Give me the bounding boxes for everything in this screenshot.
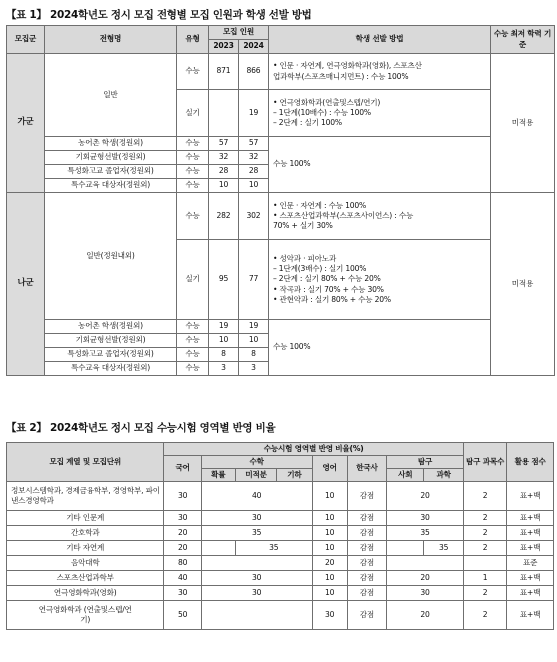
score-cell: 표+백 (507, 571, 554, 586)
math-prob-cell (201, 541, 235, 556)
quota-2023: 10 (209, 179, 239, 193)
quota-2024: 866 (239, 54, 269, 90)
method-line: • 작곡과 : 실기 70% + 수능 30% (273, 284, 384, 294)
count-cell: 1 (463, 571, 507, 586)
method-line: – 1단계(10배수) : 수능 100% (273, 107, 371, 117)
header-group: 모집군 (7, 26, 45, 54)
score-cell: 표+백 (507, 541, 554, 556)
inquiry-cell: 30 (387, 511, 464, 526)
korean-cell: 20 (164, 526, 201, 541)
type-general: 일반(정원내외) (45, 193, 177, 320)
header-2024: 2024 (239, 40, 269, 54)
science-cell: 35 (424, 541, 463, 556)
math-cell: 40 (201, 482, 312, 511)
history-cell: 감점 (347, 556, 386, 571)
kind-cell: 수능 (177, 334, 209, 348)
type-name: 기회균형선발(정원외) (45, 334, 177, 348)
quota-2023: 28 (209, 165, 239, 179)
kind-cell: 수능 (177, 54, 209, 90)
english-cell: 10 (312, 482, 347, 511)
unit-cell: 스포츠산업과학부 (7, 571, 164, 586)
kind-cell: 실기 (177, 240, 209, 320)
korean-cell: 50 (164, 601, 201, 630)
score-cell: 표+백 (507, 511, 554, 526)
inquiry-cell: 20 (387, 482, 464, 511)
method-cell (269, 90, 491, 137)
quota-2024: 3 (239, 362, 269, 376)
type-name: 농어촌 학생(정원외) (45, 320, 177, 334)
type-name: 농어촌 학생(정원외) (45, 137, 177, 151)
inquiry-cell: 20 (387, 571, 464, 586)
unit-cell: 기타 인문계 (7, 511, 164, 526)
inquiry-cell (387, 556, 464, 571)
history-cell: 감점 (347, 511, 386, 526)
count-cell: 2 (463, 511, 507, 526)
header-score: 활용 점수 (507, 443, 554, 482)
korean-cell: 20 (164, 541, 201, 556)
history-cell: 감점 (347, 601, 386, 630)
history-cell: 감점 (347, 586, 386, 601)
method-line: 업과학부(스포츠매니지먼트) : 수능 100% (273, 71, 409, 81)
count-cell: 2 (463, 482, 507, 511)
table-row (7, 511, 554, 526)
header-social: 사회 (387, 469, 424, 482)
quota-2024: 77 (239, 240, 269, 320)
quota-2024: 10 (239, 179, 269, 193)
count-cell: 2 (463, 586, 507, 601)
quota-2023 (209, 90, 239, 137)
inquiry-cell: 30 (387, 586, 464, 601)
method-cell: 수능 100% (269, 320, 491, 376)
english-cell: 10 (312, 571, 347, 586)
method-line: • 성악과 · 피아노과 (273, 253, 337, 263)
unit-cell: 기타 자연계 (7, 541, 164, 556)
unit-cell: 정보시스템학과, 경제금융학부, 경영학부, 파이낸스경영학과 (7, 482, 164, 511)
math-cell: 35 (201, 526, 312, 541)
table2-title: 【표 2】 2024학년도 정시 모집 수능시험 영역별 반영 비율 (6, 422, 276, 434)
csat-min-na: 미적용 (491, 193, 555, 376)
math-cell: 30 (201, 511, 312, 526)
kind-cell: 수능 (177, 362, 209, 376)
english-cell: 10 (312, 541, 347, 556)
history-cell: 감점 (347, 526, 386, 541)
table-row (7, 586, 554, 601)
table-row (7, 571, 554, 586)
math-cell (201, 556, 312, 571)
english-cell: 10 (312, 526, 347, 541)
math-cell: 30 (201, 571, 312, 586)
quota-2024: 19 (239, 320, 269, 334)
admission-quota-table (6, 25, 555, 376)
kind-cell: 수능 (177, 193, 209, 240)
quota-2024: 28 (239, 165, 269, 179)
score-cell: 표+백 (507, 586, 554, 601)
table-row (7, 601, 554, 630)
header-csat-min: 수능 최저 학력 기준 (491, 26, 555, 54)
quota-2023: 3 (209, 362, 239, 376)
quota-2023: 871 (209, 54, 239, 90)
math-cell (201, 601, 312, 630)
count-cell: 2 (463, 541, 507, 556)
score-cell: 표+백 (507, 526, 554, 541)
method-line: – 2단계 : 실기 100% (273, 118, 342, 128)
unit-cell: 음악대학 (7, 556, 164, 571)
history-cell: 감점 (347, 482, 386, 511)
header-kind: 유형 (177, 26, 209, 54)
table-row (7, 526, 554, 541)
type-general: 일반 (45, 54, 177, 137)
kind-cell: 수능 (177, 320, 209, 334)
history-cell: 감점 (347, 571, 386, 586)
header-method: 학생 선발 방법 (269, 26, 491, 54)
type-name: 특성화고교 졸업자(정원외) (45, 348, 177, 362)
type-name: 특성화고교 졸업자(정원외) (45, 165, 177, 179)
csat-ratio-table (6, 442, 554, 630)
quota-2023: 32 (209, 151, 239, 165)
header-geometry: 기하 (277, 469, 312, 482)
group-na: 나군 (7, 193, 45, 376)
type-name: 기회균형선발(정원외) (45, 151, 177, 165)
method-line: • 관현악과 : 실기 80% + 수능 20% (273, 294, 391, 304)
english-cell: 10 (312, 586, 347, 601)
korean-cell: 30 (164, 586, 201, 601)
header-math: 수학 (201, 456, 312, 469)
math-cell: 35 (235, 541, 312, 556)
korean-cell: 40 (164, 571, 201, 586)
english-cell: 20 (312, 556, 347, 571)
quota-2024: 302 (239, 193, 269, 240)
kind-cell: 수능 (177, 348, 209, 362)
count-cell: 2 (463, 601, 507, 630)
method-line: 70% + 실기 30% (273, 221, 333, 231)
math-cell: 30 (201, 586, 312, 601)
kind-cell: 수능 (177, 151, 209, 165)
score-cell: 표준 (507, 556, 554, 571)
header-science: 과학 (424, 469, 463, 482)
header-history: 한국사 (347, 456, 386, 482)
method-line: – 2단계 : 실기 80% + 수능 20% (273, 274, 381, 284)
quota-2024: 32 (239, 151, 269, 165)
method-cell (269, 193, 491, 240)
method-line: • 인문 · 자연계, 연극영화학과(영화), 스포츠산 (273, 61, 422, 71)
header-ratio: 수능시험 영역별 반영 비율(%) (164, 443, 463, 456)
kind-cell: 수능 (177, 165, 209, 179)
history-cell: 감점 (347, 541, 386, 556)
korean-cell: 30 (164, 482, 201, 511)
korean-cell: 30 (164, 511, 201, 526)
csat-min-ga: 미적용 (491, 54, 555, 193)
quota-2024: 10 (239, 334, 269, 348)
quota-2023: 19 (209, 320, 239, 334)
english-cell: 10 (312, 511, 347, 526)
header-type-name: 전형명 (45, 26, 177, 54)
quota-2023: 95 (209, 240, 239, 320)
table-row (7, 556, 554, 571)
method-cell (269, 54, 491, 90)
english-cell: 30 (312, 601, 347, 630)
count-cell: 2 (463, 526, 507, 541)
inquiry-cell: 35 (387, 526, 464, 541)
score-cell: 표+백 (507, 482, 554, 511)
method-line: • 연극영화학과(연출및스텝/연기) (273, 97, 381, 107)
quota-2023: 57 (209, 137, 239, 151)
method-cell (269, 240, 491, 320)
inquiry-cell: 20 (387, 601, 464, 630)
header-2023: 2023 (209, 40, 239, 54)
table-row (7, 541, 554, 556)
header-korean: 국어 (164, 456, 201, 482)
header-quota: 모집 인원 (209, 26, 269, 40)
type-name: 특수교육 대상자(정원외) (45, 179, 177, 193)
header-calculus: 미적분 (235, 469, 276, 482)
score-cell: 표+백 (507, 601, 554, 630)
quota-2024: 57 (239, 137, 269, 151)
method-cell: 수능 100% (269, 137, 491, 193)
group-ga: 가군 (7, 54, 45, 193)
quota-2024: 19 (239, 90, 269, 137)
quota-2023: 10 (209, 334, 239, 348)
kind-cell: 수능 (177, 179, 209, 193)
quota-2024: 8 (239, 348, 269, 362)
header-unit: 모집 계열 및 모집단위 (7, 443, 164, 482)
header-inquiry: 탐구 (387, 456, 464, 469)
unit-cell: 연극영화학과(영화) (7, 586, 164, 601)
header-probability: 확률 (201, 469, 235, 482)
table1-title: 【표 1】 2024학년도 정시 모집 전형별 모집 인원과 학생 선발 방법 (6, 9, 312, 21)
korean-cell: 80 (164, 556, 201, 571)
unit-cell: 간호학과 (7, 526, 164, 541)
method-line: – 1단계(3배수) : 실기 100% (273, 264, 367, 274)
unit-cell: 연극영화학과 (연출및스텝/연기) (7, 601, 164, 630)
header-inquiry-count: 탐구 과목수 (463, 443, 507, 482)
kind-cell: 실기 (177, 90, 209, 137)
social-cell (387, 541, 424, 556)
method-line: • 스포츠산업과학부(스포츠사이언스) : 수능 (273, 210, 414, 220)
method-line: • 인문 · 자연계 : 수능 100% (273, 200, 366, 210)
header-english: 영어 (312, 456, 347, 482)
type-name: 특수교육 대상자(정원외) (45, 362, 177, 376)
kind-cell: 수능 (177, 137, 209, 151)
count-cell (463, 556, 507, 571)
table-row (7, 482, 554, 511)
quota-2023: 282 (209, 193, 239, 240)
quota-2023: 8 (209, 348, 239, 362)
